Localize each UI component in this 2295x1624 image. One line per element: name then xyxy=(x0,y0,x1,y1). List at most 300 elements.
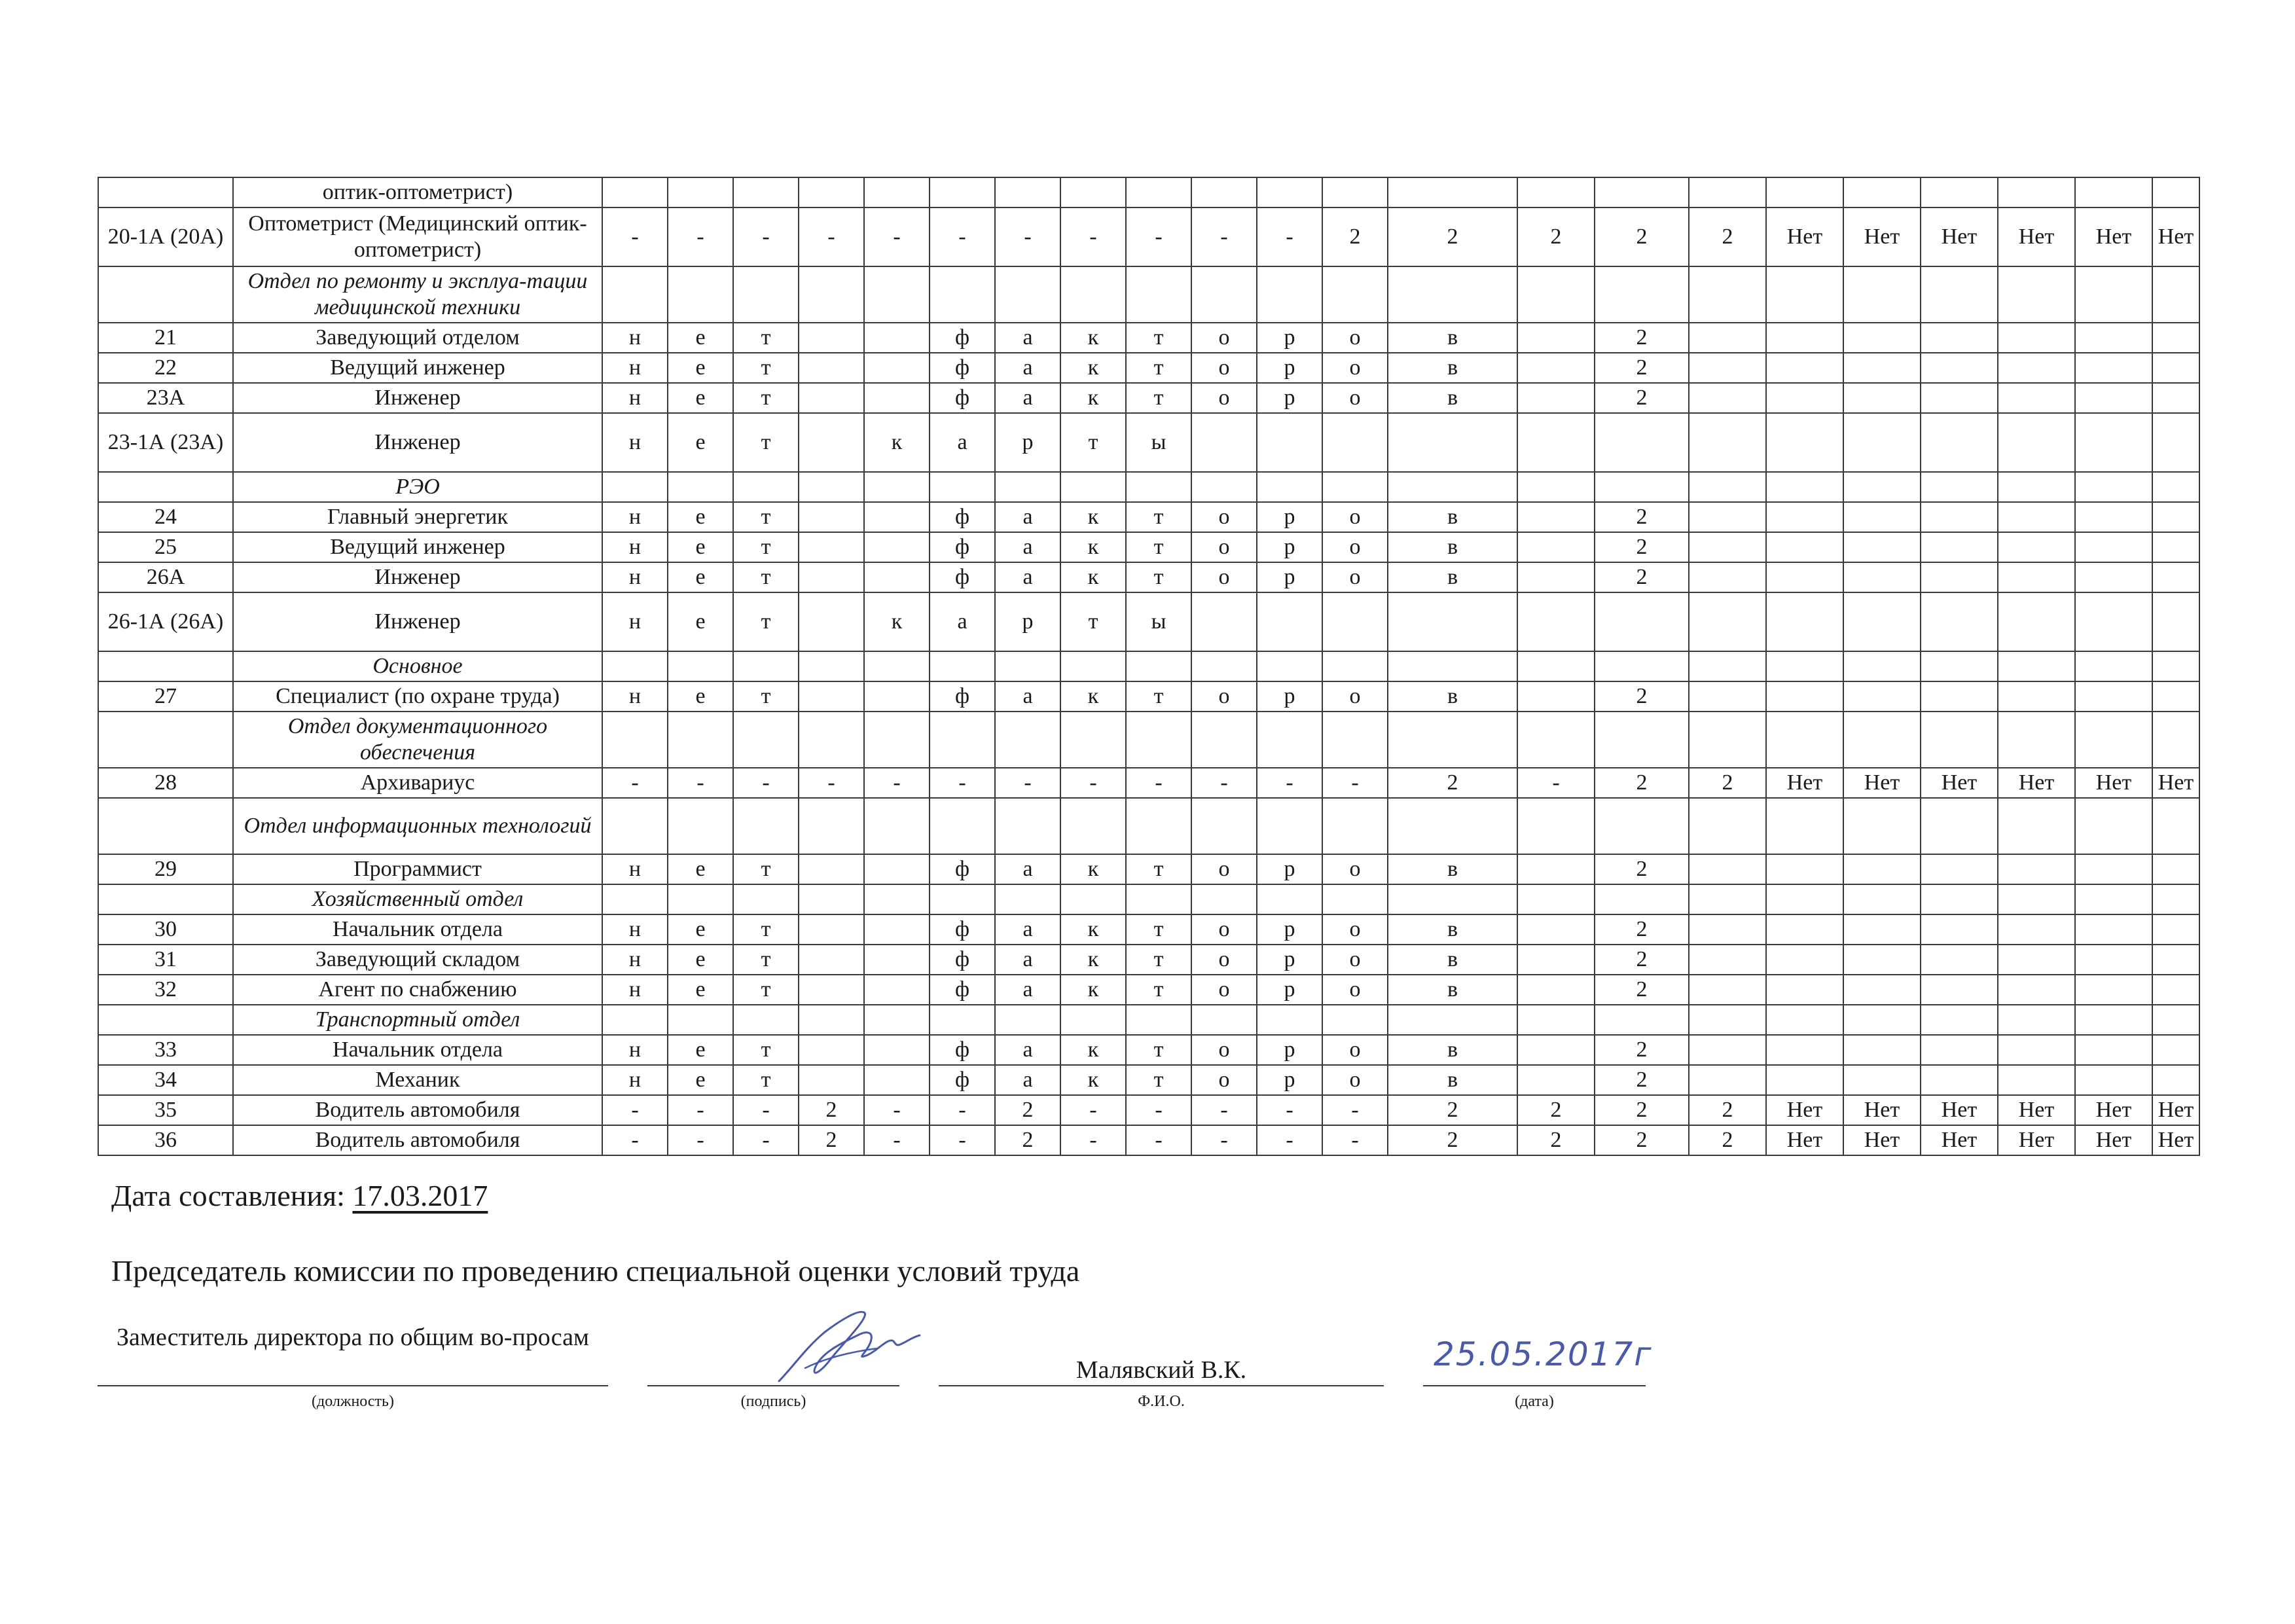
factor-cell: к xyxy=(1060,383,1126,413)
factor-cell xyxy=(930,798,995,854)
factor-cell: в xyxy=(1388,914,1517,945)
factor-cell xyxy=(1766,798,1843,854)
factor-cell xyxy=(2152,854,2199,884)
factor-cell xyxy=(668,266,733,323)
factor-cell: е xyxy=(668,1035,733,1065)
factor-cell xyxy=(2075,1005,2152,1035)
factor-cell: о xyxy=(1191,383,1257,413)
job-title: оптик-оптометрист) xyxy=(233,177,602,208)
factor-cell xyxy=(1689,945,1766,975)
factor-cell: т xyxy=(733,854,799,884)
factor-cell: - xyxy=(1126,1125,1191,1155)
factor-cell xyxy=(733,651,799,681)
factor-cell xyxy=(2075,854,2152,884)
factor-cell: - xyxy=(1257,1125,1322,1155)
factor-cell: о xyxy=(1191,681,1257,712)
factor-cell xyxy=(1921,975,1998,1005)
factor-cell xyxy=(1517,914,1595,945)
factor-cell xyxy=(733,472,799,502)
factor-cell xyxy=(799,651,864,681)
factor-cell xyxy=(1517,884,1595,914)
table-row xyxy=(98,592,2199,651)
factor-cell: т xyxy=(1126,353,1191,383)
row-number: 27 xyxy=(98,681,233,712)
factor-cell: Нет xyxy=(1921,1095,1998,1125)
factor-cell: р xyxy=(1257,532,1322,562)
factor-cell xyxy=(1517,681,1595,712)
factor-cell: 2 xyxy=(1322,208,1388,266)
factor-cell: ф xyxy=(930,975,995,1005)
factor-cell xyxy=(1517,177,1595,208)
factor-cell xyxy=(864,798,930,854)
factor-cell xyxy=(2152,472,2199,502)
factor-cell xyxy=(668,472,733,502)
factor-cell: н xyxy=(602,1065,668,1095)
factor-cell xyxy=(1257,472,1322,502)
factor-cell xyxy=(864,712,930,768)
factor-cell xyxy=(1388,651,1517,681)
factor-cell xyxy=(799,975,864,1005)
factor-cell: р xyxy=(1257,681,1322,712)
factor-cell xyxy=(1517,323,1595,353)
factor-cell xyxy=(864,681,930,712)
row-number: 31 xyxy=(98,945,233,975)
row-number: 23-1А (23А) xyxy=(98,413,233,472)
factor-cell xyxy=(1689,383,1766,413)
factor-cell xyxy=(1388,472,1517,502)
factor-cell: - xyxy=(1322,768,1388,798)
factor-cell xyxy=(1689,712,1766,768)
factor-cell xyxy=(1921,413,1998,472)
factor-cell xyxy=(1766,562,1843,592)
factor-cell xyxy=(2075,592,2152,651)
factor-cell: 2 xyxy=(1595,1035,1689,1065)
factor-cell xyxy=(668,798,733,854)
factor-cell xyxy=(1191,798,1257,854)
factor-cell: а xyxy=(995,562,1060,592)
factor-cell xyxy=(1843,353,1921,383)
factor-cell: к xyxy=(1060,945,1126,975)
factor-cell: 2 xyxy=(799,1125,864,1155)
factor-cell xyxy=(733,177,799,208)
factor-cell: Нет xyxy=(2152,1125,2199,1155)
factor-cell: ф xyxy=(930,502,995,532)
factor-cell xyxy=(1689,592,1766,651)
factor-cell: в xyxy=(1388,532,1517,562)
factor-cell xyxy=(799,1005,864,1035)
factor-cell xyxy=(930,712,995,768)
factor-cell xyxy=(1921,177,1998,208)
factor-cell xyxy=(1921,353,1998,383)
factor-cell xyxy=(1843,502,1921,532)
factor-cell xyxy=(2152,884,2199,914)
factor-cell: е xyxy=(668,975,733,1005)
factor-cell xyxy=(668,651,733,681)
factor-cell xyxy=(1998,884,2075,914)
section-title: РЭО xyxy=(233,472,602,502)
factor-cell xyxy=(1843,1005,1921,1035)
factor-cell xyxy=(1689,1065,1766,1095)
factor-cell: к xyxy=(1060,975,1126,1005)
factor-cell: н xyxy=(602,914,668,945)
factor-cell xyxy=(799,383,864,413)
factor-cell: ф xyxy=(930,1065,995,1095)
factor-cell xyxy=(995,266,1060,323)
factor-cell xyxy=(864,472,930,502)
factor-cell xyxy=(1689,413,1766,472)
factor-cell: - xyxy=(668,1095,733,1125)
factor-cell: 2 xyxy=(1595,681,1689,712)
factor-cell: - xyxy=(864,1125,930,1155)
factor-cell: к xyxy=(864,592,930,651)
factor-cell: Нет xyxy=(1998,1095,2075,1125)
factor-cell: а xyxy=(930,592,995,651)
factor-cell xyxy=(1766,353,1843,383)
job-title: Инженер xyxy=(233,383,602,413)
factor-cell: в xyxy=(1388,1065,1517,1095)
factor-cell: - xyxy=(799,768,864,798)
factor-cell: а xyxy=(995,681,1060,712)
factor-cell xyxy=(1843,1035,1921,1065)
job-title: Водитель автомобиля xyxy=(233,1095,602,1125)
factor-cell: Нет xyxy=(1998,1125,2075,1155)
factor-cell xyxy=(2075,651,2152,681)
factor-cell xyxy=(602,1005,668,1035)
factor-cell: о xyxy=(1322,914,1388,945)
factor-cell xyxy=(733,1005,799,1035)
factor-cell: о xyxy=(1191,945,1257,975)
factor-cell: к xyxy=(1060,532,1126,562)
factor-cell xyxy=(1322,266,1388,323)
factor-cell xyxy=(1843,532,1921,562)
factor-cell xyxy=(799,681,864,712)
factor-cell: о xyxy=(1191,1065,1257,1095)
factor-cell: 2 xyxy=(1388,208,1517,266)
table-row xyxy=(98,975,2199,1005)
factor-cell: 2 xyxy=(1595,1065,1689,1095)
table-row xyxy=(98,177,2199,208)
factor-cell: е xyxy=(668,353,733,383)
factor-cell: 2 xyxy=(1595,1095,1689,1125)
fio-field: Малявский В.К. xyxy=(939,1355,1384,1386)
factor-cell xyxy=(1322,884,1388,914)
factor-cell: н xyxy=(602,413,668,472)
factor-cell xyxy=(1998,1005,2075,1035)
factor-cell: 2 xyxy=(1595,532,1689,562)
factor-cell xyxy=(1126,712,1191,768)
factor-cell xyxy=(2075,383,2152,413)
factor-cell: а xyxy=(995,502,1060,532)
factor-cell: т xyxy=(1126,1065,1191,1095)
factor-cell: т xyxy=(733,562,799,592)
factor-cell: к xyxy=(1060,914,1126,945)
factor-cell: - xyxy=(1126,208,1191,266)
factor-cell: Нет xyxy=(1843,208,1921,266)
factor-cell xyxy=(1388,177,1517,208)
factor-cell: в xyxy=(1388,353,1517,383)
factor-cell: а xyxy=(995,975,1060,1005)
row-number: 32 xyxy=(98,975,233,1005)
row-number xyxy=(98,177,233,208)
job-title: Ведущий инженер xyxy=(233,353,602,383)
factor-cell xyxy=(2075,177,2152,208)
factor-cell xyxy=(2075,353,2152,383)
factor-cell xyxy=(733,712,799,768)
factor-cell xyxy=(2152,914,2199,945)
row-number xyxy=(98,472,233,502)
factor-cell: - xyxy=(995,208,1060,266)
factor-cell xyxy=(1843,712,1921,768)
factor-cell: т xyxy=(1126,532,1191,562)
factor-cell xyxy=(1689,562,1766,592)
factor-cell xyxy=(930,472,995,502)
factor-cell xyxy=(1766,532,1843,562)
factor-cell: 2 xyxy=(995,1125,1060,1155)
factor-cell: т xyxy=(1126,383,1191,413)
factor-cell: 2 xyxy=(1517,1095,1595,1125)
row-number: 26-1А (26А) xyxy=(98,592,233,651)
factor-cell xyxy=(2075,975,2152,1005)
factor-cell: - xyxy=(1060,208,1126,266)
factor-cell: р xyxy=(995,413,1060,472)
factor-cell xyxy=(2075,413,2152,472)
factor-cell: к xyxy=(1060,353,1126,383)
factor-cell: р xyxy=(1257,975,1322,1005)
factor-cell xyxy=(1921,592,1998,651)
factor-cell xyxy=(1998,712,2075,768)
factor-cell: 2 xyxy=(1595,945,1689,975)
factor-cell xyxy=(1388,712,1517,768)
factor-cell: о xyxy=(1322,681,1388,712)
factor-cell xyxy=(2075,472,2152,502)
factor-cell: в xyxy=(1388,1035,1517,1065)
factor-cell: а xyxy=(995,383,1060,413)
factor-cell xyxy=(1191,472,1257,502)
factor-cell xyxy=(1843,562,1921,592)
factor-cell xyxy=(1998,975,2075,1005)
factor-cell: к xyxy=(1060,1065,1126,1095)
factor-cell: т xyxy=(1060,592,1126,651)
job-title: Начальник отдела xyxy=(233,1035,602,1065)
factor-cell xyxy=(668,712,733,768)
factor-cell: е xyxy=(668,413,733,472)
job-title: Архивариус xyxy=(233,768,602,798)
factor-cell xyxy=(1921,945,1998,975)
factor-cell: о xyxy=(1322,502,1388,532)
job-title: Заведующий складом xyxy=(233,945,602,975)
section-title: Отдел информационных технологий xyxy=(233,798,602,854)
factor-cell: е xyxy=(668,681,733,712)
factor-cell xyxy=(1595,413,1689,472)
section-title: Хозяйственный отдел xyxy=(233,884,602,914)
factor-cell xyxy=(864,1005,930,1035)
row-number xyxy=(98,712,233,768)
factor-cell xyxy=(1921,472,1998,502)
sign-date-caption: (дата) xyxy=(1515,1393,1554,1410)
factor-cell xyxy=(1998,798,2075,854)
factor-cell xyxy=(1322,413,1388,472)
row-number: 20-1А (20А) xyxy=(98,208,233,266)
factor-cell: е xyxy=(668,502,733,532)
factor-cell xyxy=(1257,266,1322,323)
factor-cell: р xyxy=(1257,323,1322,353)
factor-cell: е xyxy=(668,532,733,562)
factor-cell: н xyxy=(602,592,668,651)
factor-cell: ф xyxy=(930,532,995,562)
factor-cell xyxy=(1766,413,1843,472)
factor-cell: - xyxy=(930,1125,995,1155)
factor-cell: - xyxy=(1191,208,1257,266)
factor-cell xyxy=(2152,532,2199,562)
factor-cell: - xyxy=(1257,208,1322,266)
factor-cell xyxy=(864,1065,930,1095)
table-row xyxy=(98,562,2199,592)
factor-cell: т xyxy=(1126,562,1191,592)
factor-cell xyxy=(1843,413,1921,472)
factor-cell xyxy=(1843,472,1921,502)
factor-cell xyxy=(1257,884,1322,914)
factor-cell: о xyxy=(1322,945,1388,975)
factor-cell xyxy=(1595,177,1689,208)
factor-cell: - xyxy=(930,208,995,266)
factor-cell: Нет xyxy=(1843,768,1921,798)
factor-cell: т xyxy=(1126,975,1191,1005)
factor-cell xyxy=(1126,798,1191,854)
factor-cell xyxy=(2152,1005,2199,1035)
factor-cell xyxy=(1998,681,2075,712)
factor-cell: к xyxy=(1060,681,1126,712)
factor-cell xyxy=(1388,592,1517,651)
factor-cell: ф xyxy=(930,383,995,413)
factor-cell xyxy=(1766,681,1843,712)
factor-cell xyxy=(1060,266,1126,323)
factor-cell: т xyxy=(733,353,799,383)
factor-cell xyxy=(1998,323,2075,353)
factor-cell: о xyxy=(1322,562,1388,592)
job-title: Программист xyxy=(233,854,602,884)
factor-cell xyxy=(864,177,930,208)
factor-cell xyxy=(1517,413,1595,472)
factor-cell xyxy=(1766,884,1843,914)
factor-cell: т xyxy=(733,914,799,945)
factor-cell xyxy=(995,884,1060,914)
factor-cell: н xyxy=(602,1035,668,1065)
signature-scribble xyxy=(766,1296,936,1394)
factor-cell: 2 xyxy=(1595,502,1689,532)
factor-cell: 2 xyxy=(1517,1125,1595,1155)
factor-cell: ф xyxy=(930,323,995,353)
factor-cell xyxy=(2152,353,2199,383)
factor-cell: о xyxy=(1191,323,1257,353)
section-row xyxy=(98,884,2199,914)
factor-cell xyxy=(1191,1005,1257,1035)
factor-cell xyxy=(733,798,799,854)
factor-cell xyxy=(1191,413,1257,472)
factor-cell xyxy=(1766,383,1843,413)
factor-cell xyxy=(1843,798,1921,854)
factor-cell: 2 xyxy=(1595,323,1689,353)
factor-cell xyxy=(2075,914,2152,945)
table-row xyxy=(98,383,2199,413)
factor-cell: к xyxy=(1060,1035,1126,1065)
factor-cell xyxy=(1322,712,1388,768)
factor-cell xyxy=(1257,798,1322,854)
factor-cell xyxy=(1921,798,1998,854)
factor-cell xyxy=(799,562,864,592)
factor-cell xyxy=(1766,651,1843,681)
assessment-table xyxy=(98,177,2200,1156)
section-title: Транспортный отдел xyxy=(233,1005,602,1035)
factor-cell xyxy=(602,266,668,323)
factor-cell xyxy=(1689,1035,1766,1065)
factor-cell xyxy=(1998,383,2075,413)
factor-cell xyxy=(1689,854,1766,884)
factor-cell: Нет xyxy=(1998,768,2075,798)
factor-cell xyxy=(602,177,668,208)
factor-cell xyxy=(995,712,1060,768)
row-number xyxy=(98,266,233,323)
factor-cell xyxy=(1843,975,1921,1005)
factor-cell xyxy=(1060,472,1126,502)
factor-cell: - xyxy=(1257,768,1322,798)
section-title: Отдел документационного обеспечения xyxy=(233,712,602,768)
factor-cell xyxy=(1322,651,1388,681)
factor-cell xyxy=(1517,651,1595,681)
factor-cell xyxy=(602,651,668,681)
factor-cell xyxy=(2152,945,2199,975)
factor-cell: Нет xyxy=(1766,768,1843,798)
factor-cell: - xyxy=(668,1125,733,1155)
factor-cell xyxy=(799,798,864,854)
factor-cell: к xyxy=(1060,854,1126,884)
factor-cell xyxy=(602,798,668,854)
factor-cell xyxy=(1766,502,1843,532)
factor-cell xyxy=(1843,323,1921,353)
table-row xyxy=(98,1035,2199,1065)
row-number: 26А xyxy=(98,562,233,592)
factor-cell xyxy=(1257,177,1322,208)
factor-cell: в xyxy=(1388,681,1517,712)
factor-cell xyxy=(2075,1065,2152,1095)
factor-cell xyxy=(799,854,864,884)
factor-cell: - xyxy=(864,208,930,266)
factor-cell xyxy=(1689,532,1766,562)
section-row xyxy=(98,712,2199,768)
factor-cell xyxy=(2152,323,2199,353)
section-title: Основное xyxy=(233,651,602,681)
factor-cell xyxy=(1388,798,1517,854)
table-row xyxy=(98,945,2199,975)
factor-cell xyxy=(1921,266,1998,323)
factor-cell: о xyxy=(1322,1035,1388,1065)
factor-cell: 2 xyxy=(1689,768,1766,798)
factor-cell: к xyxy=(864,413,930,472)
factor-cell xyxy=(2075,562,2152,592)
factor-cell: в xyxy=(1388,945,1517,975)
table-row xyxy=(98,323,2199,353)
factor-cell xyxy=(1843,681,1921,712)
factor-cell xyxy=(1388,266,1517,323)
factor-cell xyxy=(864,1035,930,1065)
factor-cell xyxy=(1595,798,1689,854)
factor-cell: н xyxy=(602,945,668,975)
row-number: 34 xyxy=(98,1065,233,1095)
row-number: 25 xyxy=(98,532,233,562)
factor-cell: е xyxy=(668,383,733,413)
factor-cell xyxy=(1766,266,1843,323)
factor-cell xyxy=(1766,914,1843,945)
factor-cell: - xyxy=(864,1095,930,1125)
